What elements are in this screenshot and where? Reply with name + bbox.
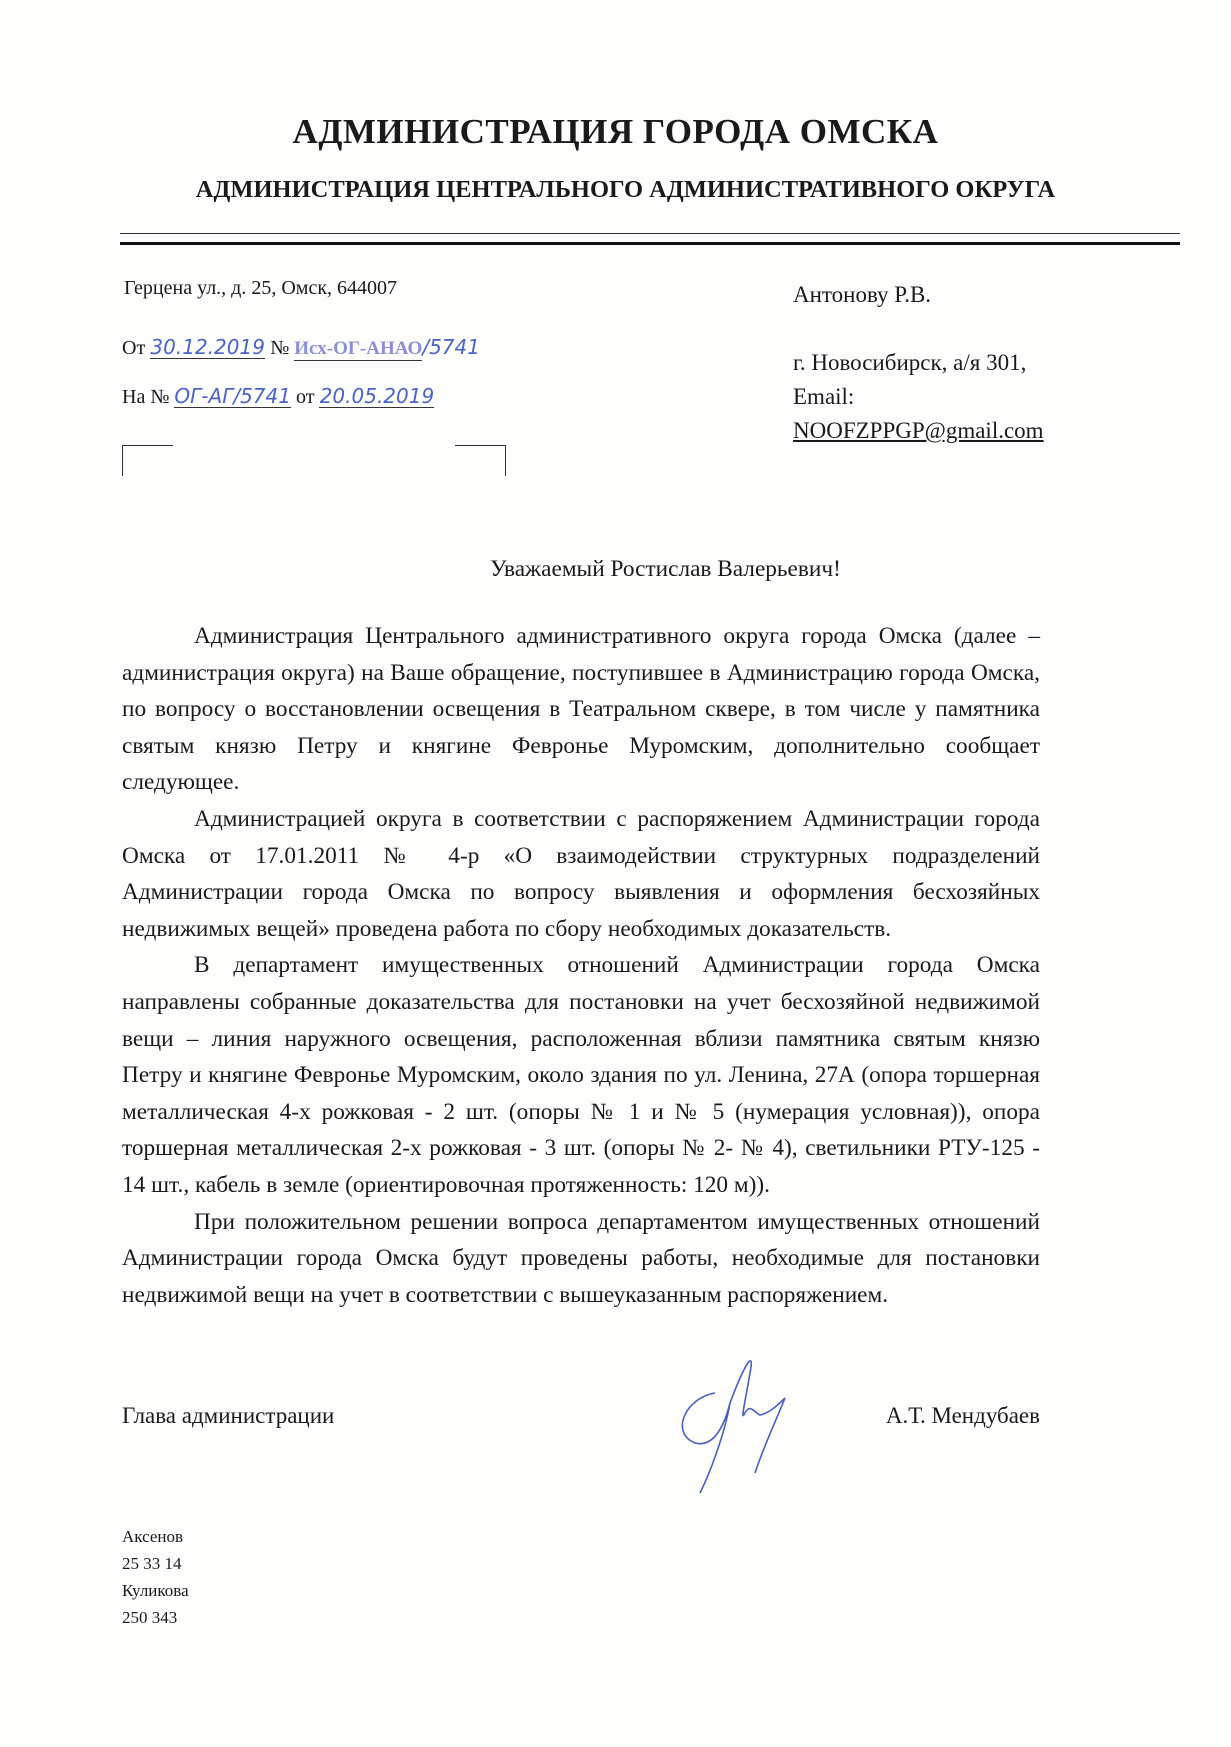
paragraph: Администрацией округа в соответствии с распоряжением Администрации города Омска от 17.01.2011 № 4-р «О взаимодействии структурных подразделений Администрации города Омска по вопросу выявления и оформления бесхозяйных недвижимых вещей» проведена работа по сбору необходимых доказательств. xyxy=(122,805,1040,942)
recipient-email[interactable]: NOOFZPPGP@gmail.com xyxy=(793,418,1044,443)
contacts xyxy=(122,1523,1040,1631)
divider xyxy=(120,233,1180,234)
paragraph: При положительном решении вопроса департаментом имущественных отношений Администрации города Омска будут проведены работы, необходимые для постановки недвижимой вещи на учет в соответствии с вышеуказанным распоряжением. xyxy=(122,1208,1040,1308)
signer-position: Глава администрации xyxy=(122,1403,335,1429)
corner-mark xyxy=(455,445,506,476)
recipient-name: Антонову Р.В. xyxy=(793,282,932,307)
reply-label: На № xyxy=(122,386,170,408)
reply-from-label: от xyxy=(295,386,315,408)
contact-line: Куликова xyxy=(122,1581,189,1601)
page-subtitle: АДМИНИСТРАЦИЯ ЦЕНТРАЛЬНОГО АДМИНИСТРАТИВНОГО ОКРУГА xyxy=(195,176,1056,203)
sender-address: Герцена ул., д. 25, Омск, 644007 xyxy=(124,277,398,299)
letter-flow xyxy=(122,618,1040,1631)
signature-block xyxy=(122,1363,1040,1513)
reply-number: ОГ-АГ/5741 xyxy=(174,384,291,408)
paragraph: Администрация Центрального административного округа города Омска (далее – администрация округа) на Ваше обращение, поступившее в Администрацию города Омска, по вопросу о восстановлении освещения в Театральном сквере, в том числе у памятника святым князю Петру и княгине Февронье Муромским, дополнительно сообщает следующее. xyxy=(122,623,1040,796)
outgoing-date: 30.12.2019 xyxy=(150,335,265,359)
handwritten-signature xyxy=(655,1343,795,1503)
recipient-address: г. Новосибирск, а/я 301, xyxy=(793,350,1027,375)
signer-name: А.Т. Мендубаев xyxy=(885,1403,1040,1429)
reply-date: 20.05.2019 xyxy=(319,384,435,408)
paragraph: В департамент имущественных отношений Администрации города Омска направлены собранные доказательства для постановки на учет бесхозяйной недвижимой вещи – линия наружного освещения, расположенная вблизи памятника святым князю Петру и княгине Февронье Муромским, около здания по ул. Ленина, 27А (опора торшерная металлическая 4-х рожковая - 2 шт. (опоры № 1 и № 5 (нумерация условная)), опора торшерная металлическая 2-х рожковая - 3 шт. (опоры № 2- № 4), светильники РТУ-125 - 14 шт., кабель в земле (ориентировочная протяженность: 120 м)). xyxy=(122,952,1040,1198)
reply-line xyxy=(122,385,434,409)
divider xyxy=(120,242,1180,245)
number-handwritten: /5741 xyxy=(422,335,480,359)
contact-line: 25 33 14 xyxy=(122,1554,182,1574)
number-label: № xyxy=(270,337,290,359)
contact-line: 250 343 xyxy=(122,1608,178,1628)
from-label: От xyxy=(122,337,146,359)
email-label: Email: xyxy=(793,384,855,409)
page-title: АДМИНИСТРАЦИЯ ГОРОДА ОМСКА xyxy=(292,112,939,151)
contact-line: Аксенов xyxy=(122,1527,184,1547)
greeting: Уважаемый Ростислав Валерьевич! xyxy=(490,556,841,582)
corner-mark xyxy=(122,445,173,476)
number-stamp: Исх-ОГ-АНАО xyxy=(294,338,423,359)
letter-body xyxy=(122,618,1040,1313)
outgoing-line xyxy=(122,335,480,361)
